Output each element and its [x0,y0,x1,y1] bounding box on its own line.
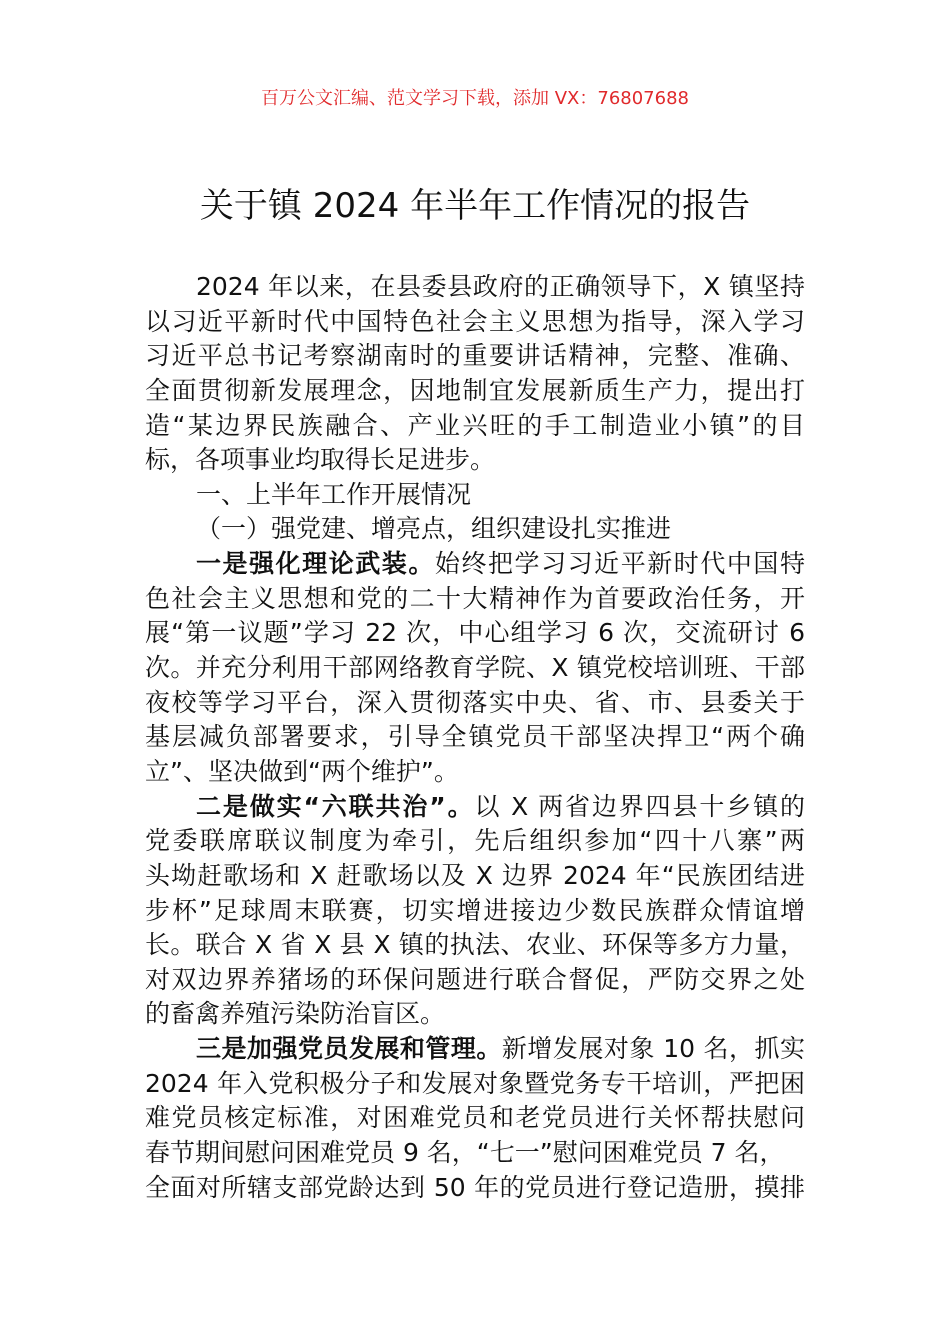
text-line [145,582,805,617]
line-text: 立”、坚决做到“两个维护”。 [145,756,459,786]
bold-lead-in: 三是加强党员发展和管理。 [196,1034,502,1064]
paragraph [145,790,805,1032]
text-line [145,478,805,513]
text-line [145,547,805,582]
text-line [145,1032,805,1067]
text-line [145,686,805,721]
text-line [145,270,805,305]
text-line [145,374,805,409]
line-text: 全面贯彻新发展理念，因地制宜发展新质生产力，提出打 [145,375,805,405]
line-text: 步杯”足球周末联赛，切实增进接边少数民族群众情谊增 [145,895,805,925]
line-text: 春节期间慰问困难党员 9 名，“七一”慰问困难党员 7 名， [145,1138,785,1168]
text-line [145,339,805,374]
line-text: 习近平总书记考察湖南时的重要讲话精神，完整、准确、 [145,341,805,371]
line-text: 2024 年入党积极分子和发展对象暨党务专干培训，严把困 [145,1068,805,1098]
text-line [145,1067,805,1102]
bold-lead-in: 二是做实“六联共治”。 [196,791,475,821]
line-text: 展“第一议题”学习 22 次，中心组学习 6 次，交流研讨 6 [145,618,805,648]
line-text: 对双边界养猪场的环保问题进行联合督促，严防交界之处 [145,964,805,994]
paragraph [145,1032,805,1205]
bold-lead-in: 一是强化理论武装。 [196,549,435,579]
text-line [145,928,805,963]
text-line [145,443,805,478]
text-line [145,512,805,547]
text-line [145,790,805,825]
text-line [145,1101,805,1136]
text-line [145,1136,805,1171]
line-text: 始终把学习习近平新时代中国特 [434,549,805,579]
text-line [145,859,805,894]
line-text: 的畜禽养殖污染防治盲区。 [145,999,446,1029]
line-text: 色社会主义思想和党的二十大精神作为首要政治任务，开 [145,583,805,613]
text-line [145,755,805,790]
paragraph [145,270,805,478]
line-text: 新增发展对象 10 名，抓实 [501,1034,805,1064]
line-text: 难党员核定标准，对困难党员和老党员进行关怀帮扶慰问 [145,1103,805,1133]
line-text: 造“某边界民族融合、产业兴旺的手工制造业小镇”的目 [145,410,805,440]
paragraph [145,478,805,513]
line-text: 标，各项事业均取得长足进步。 [145,445,496,475]
document-body [145,270,805,1205]
paragraph [145,512,805,547]
line-text: 次。并充分利用干部网络教育学院、X 镇党校培训班、干部 [145,653,805,683]
document-title: 关于镇 2024 年半年工作情况的报告 [199,186,751,226]
line-text: 以习近平新时代中国特色社会主义思想为指导，深入学习 [145,306,805,336]
watermark-banner: 百万公文汇编、范文学习下载，添加 VX：76807688 [261,88,689,109]
text-line [145,963,805,998]
text-line [145,616,805,651]
text-line [145,894,805,929]
text-line [145,651,805,686]
line-text: 头坳赶歌场和 X 赶歌场以及 X 边界 2024 年“民族团结进 [145,860,805,890]
text-line [145,305,805,340]
text-line [145,824,805,859]
text-line [145,720,805,755]
line-text: 夜校等学习平台，深入贯彻落实中央、省、市、县委关于 [145,687,805,717]
line-text: 长。联合 X 省 X 县 X 镇的执法、农业、环保等多方力量， [145,930,805,960]
text-line [145,409,805,444]
line-text: （一）强党建、增亮点，组织建设扎实推进 [196,514,672,544]
line-text: 全面对所辖支部党龄达到 50 年的党员进行登记造册，摸排 [145,1172,805,1202]
paragraph [145,547,805,789]
line-text: 以 X 两省边界四县十乡镇的 [474,791,805,821]
line-text: 党委联席联议制度为牵引，先后组织参加“四十八寨”两 [145,826,805,856]
text-line [145,997,805,1032]
line-text: 基层减负部署要求，引导全镇党员干部坚决捍卫“两个确 [145,722,805,752]
line-text: 2024 年以来，在县委县政府的正确领导下，X 镇坚持 [196,272,805,301]
line-text: 一、上半年工作开展情况 [196,479,472,509]
text-line [145,1171,805,1206]
